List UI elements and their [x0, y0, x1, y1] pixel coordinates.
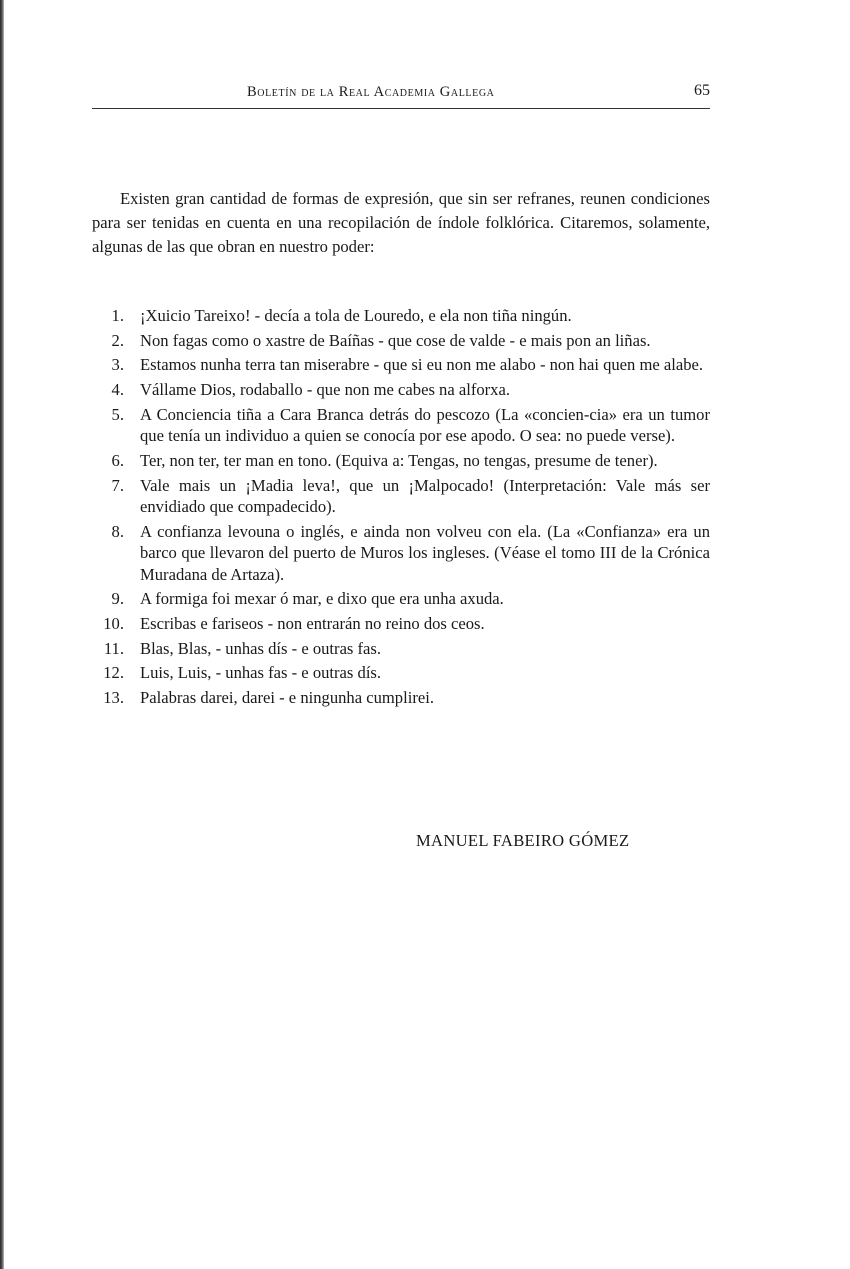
- item-number: 11.: [103, 638, 124, 658]
- item-number: 8.: [111, 521, 124, 541]
- item-text: Blas, Blas, - unhas dís - e outras fas.: [140, 638, 382, 658]
- item-number: 1.: [111, 306, 124, 325]
- item-text: A confianza levouna o inglés, e ainda non volveu con ela. (La «Confianza» era un barco que llevaron del puerto de Muros los ingleses. (Véase el tomo III de la Crónica Muradana de Artaza).: [140, 521, 710, 584]
- item-text: Estamos nunha terra tan miserabre - que si eu non me alabo - non hai quen me alabe.: [140, 355, 704, 375]
- item-text: Vállame Dios, rodaballo - que non me cabes na alforxa.: [140, 380, 510, 400]
- item-text: A Conciencia tiña a Cara Branca detrás do pescozo (La «concien-cia» era un tumor que tenía un individuo a quien se conocía por ese apodo. O sea: no puede verse).: [140, 404, 710, 446]
- list-item: [92, 687, 710, 708]
- item-number: 10.: [103, 613, 124, 633]
- item-text: Ter, non ter, ter man en tono. (Equiva a: Tengas, no tengas, presume de tener).: [140, 450, 658, 470]
- list-item: [92, 354, 710, 375]
- page-binding-edge: [0, 0, 4, 1269]
- item-text: Vale mais un ¡Madia leva!, que un ¡Malpocado! (Interpretación: Vale más ser envidiado que compadecido).: [140, 475, 710, 517]
- item-text: Luis, Luis, - unhas fas - e outras dís.: [140, 663, 382, 683]
- list-item: [92, 521, 710, 585]
- item-number: 2.: [111, 330, 124, 350]
- expressions-list: [92, 305, 710, 712]
- journal-title: Boletín de la Real Academia Gallega: [247, 84, 495, 100]
- running-header: [92, 84, 710, 109]
- list-item: [92, 662, 710, 683]
- item-text: ¡Xuicio Tareixo! - decía a tola de Louredo, e ela non tiña ningún.: [140, 306, 572, 325]
- list-item: [92, 450, 710, 471]
- list-item: [92, 379, 710, 400]
- item-number: 12.: [103, 663, 124, 683]
- item-text: A formiga foi mexar ó mar, e dixo que era unha axuda.: [140, 589, 504, 609]
- list-item: [92, 305, 710, 326]
- intro-paragraph: Existen gran cantidad de formas de expresión, que sin ser refranes, reunen condiciones para ser tenidas en cuenta en una recopilación de índole folklórica. Citaremos, solamente, algunas de las que obran en nuestro poder:: [92, 189, 710, 256]
- item-number: 6.: [111, 450, 124, 470]
- list-item: [92, 330, 710, 351]
- item-text: Escribas e fariseos - non entrarán no reino dos ceos.: [140, 613, 485, 633]
- list-item: [92, 404, 710, 447]
- item-number: 3.: [111, 355, 124, 375]
- list-item: [92, 613, 710, 634]
- item-number: 9.: [111, 589, 124, 609]
- list-item: [92, 588, 710, 609]
- list-item: [92, 475, 710, 518]
- item-number: 5.: [111, 404, 124, 424]
- item-number: 7.: [111, 475, 124, 495]
- item-text: Palabras darei, darei - e ningunha cumplirei.: [140, 688, 434, 708]
- item-number: 4.: [111, 380, 124, 400]
- page-number: 65: [694, 82, 710, 99]
- list-item: [92, 638, 710, 659]
- item-number: 13.: [103, 688, 124, 708]
- author-signature: MANUEL FABEIRO GÓMEZ: [416, 831, 630, 850]
- item-text: Non fagas como o xastre de Baíñas - que cose de valde - e mais pon an liñas.: [140, 330, 651, 350]
